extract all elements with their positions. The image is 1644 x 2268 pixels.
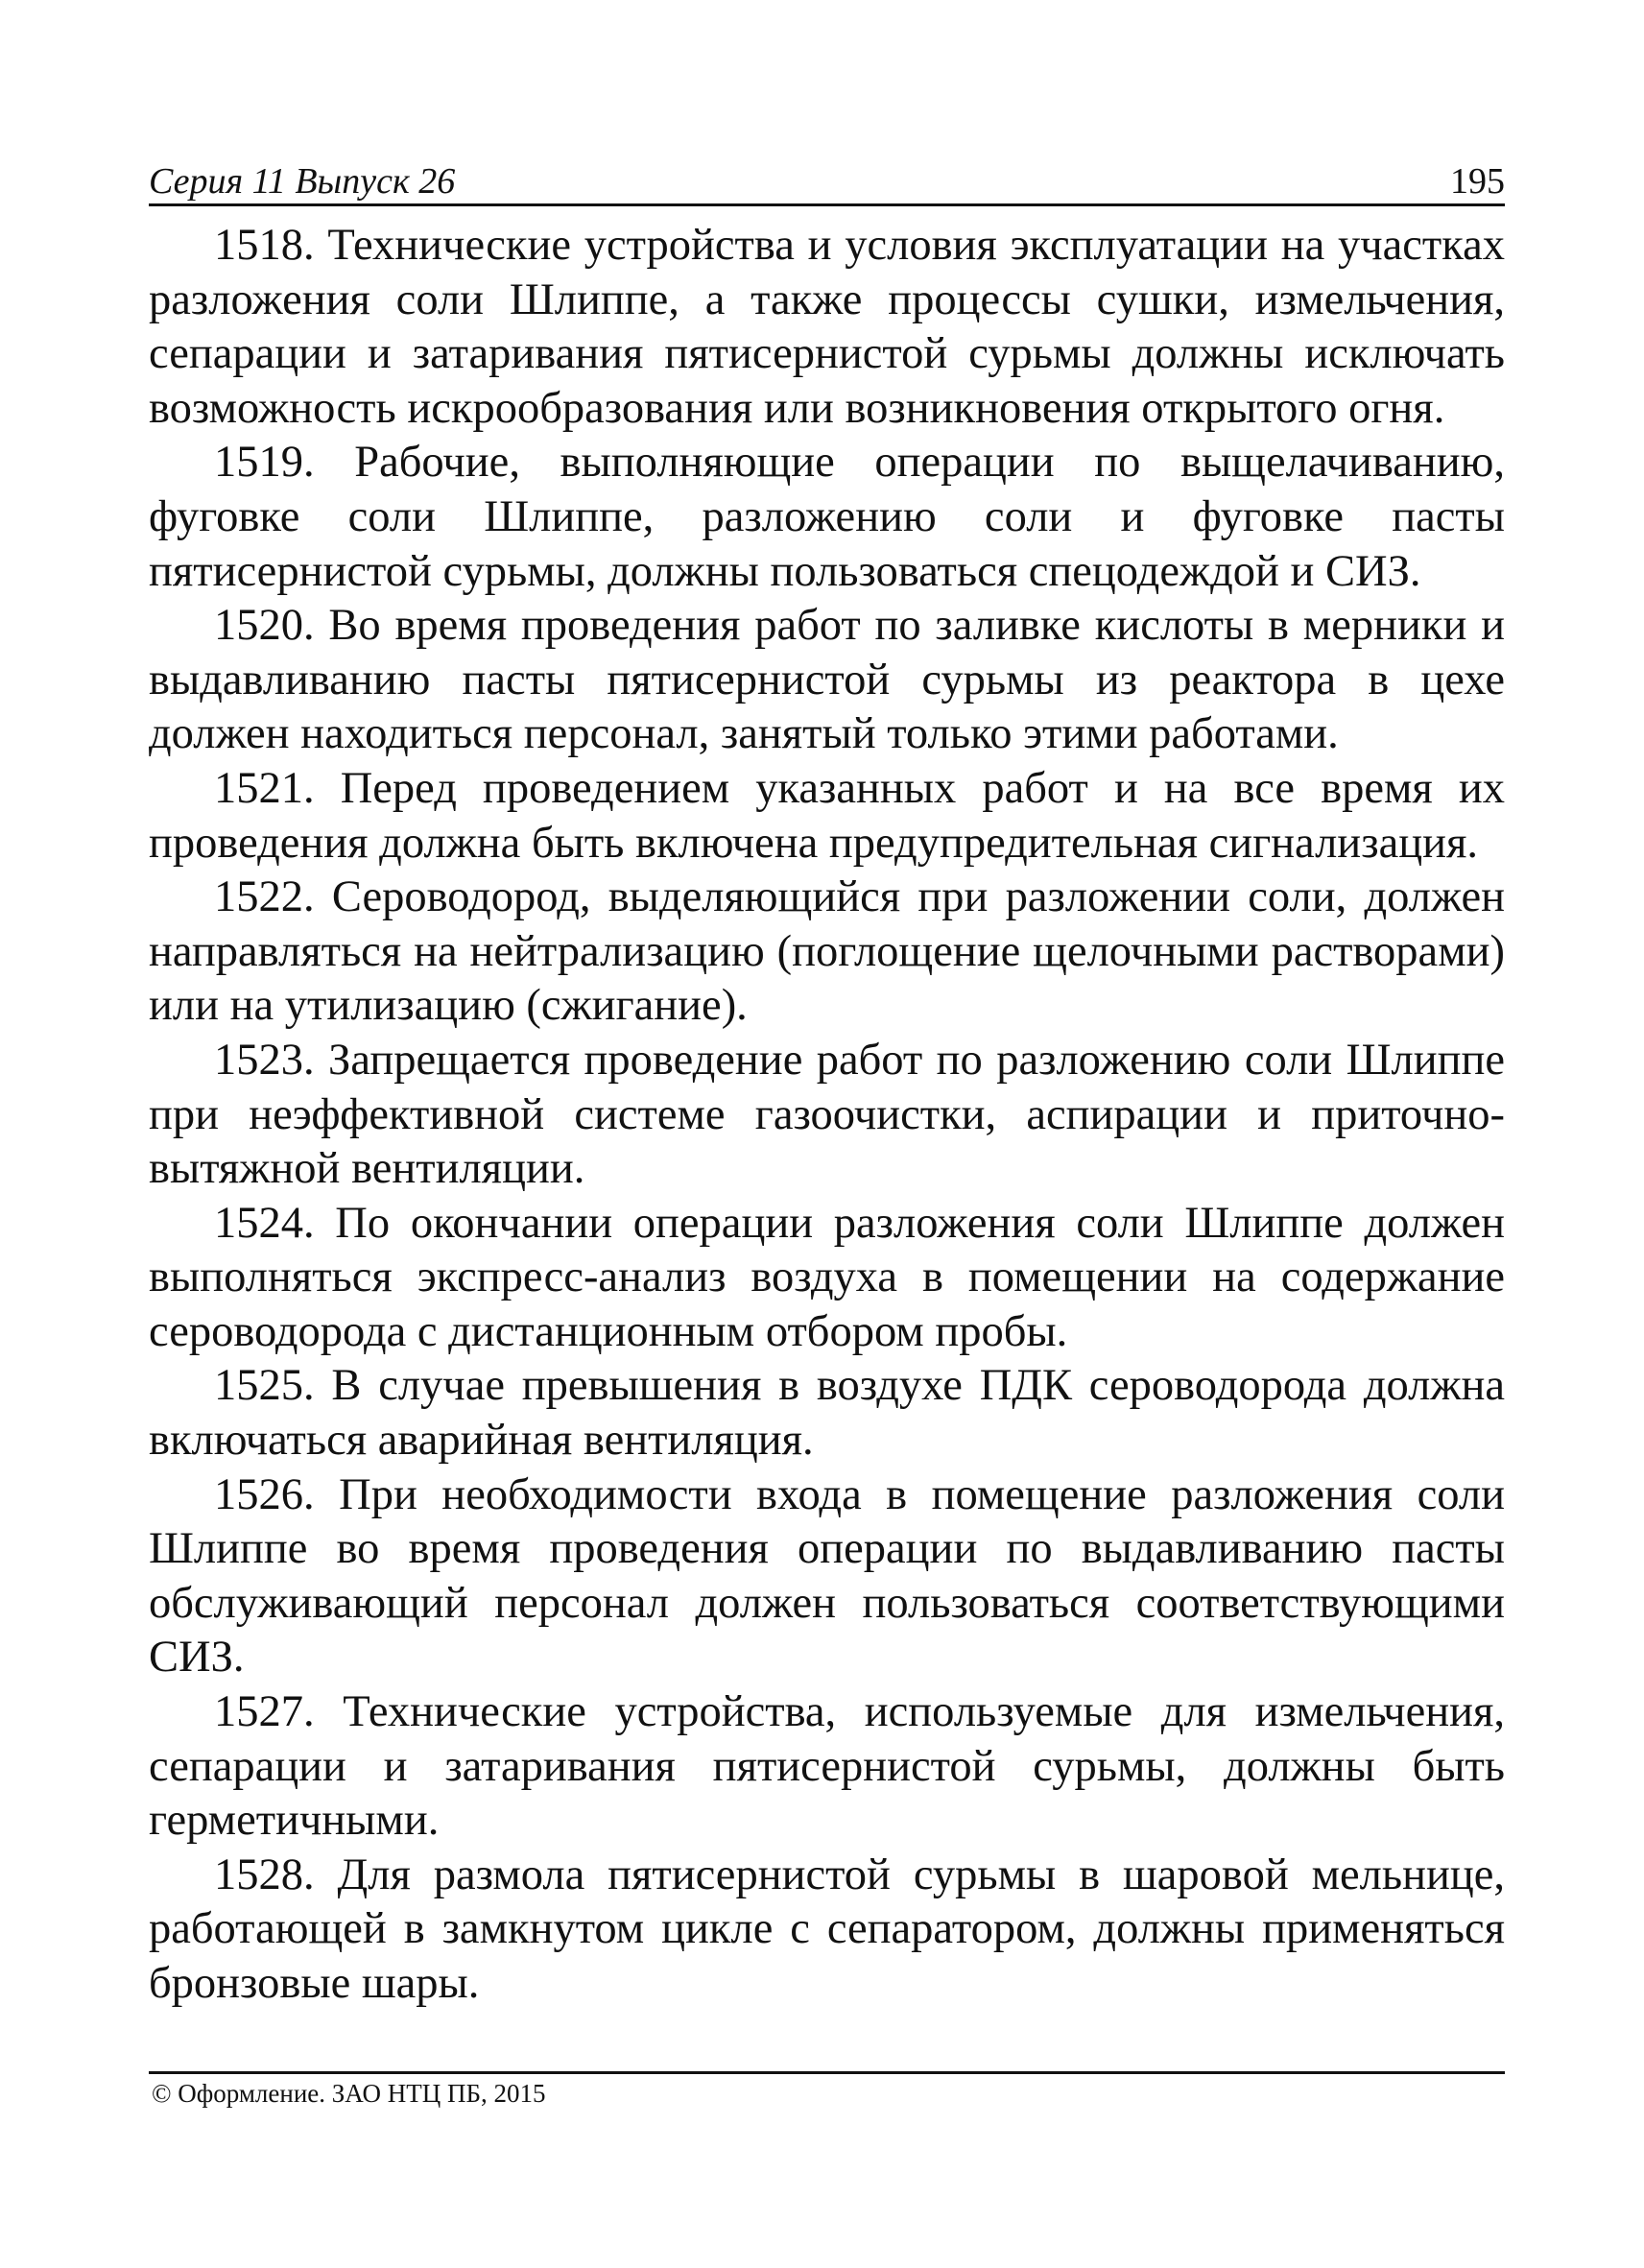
paragraph-1523: 1523. Запрещается проведение работ по разложению соли Шлиппе при неэффективной системе газоочистки, аспирации и приточно-вытяжной вентиляции.: [149, 1035, 1505, 1194]
footer-divider: [149, 2071, 1505, 2074]
paragraph-1518: 1518. Технические устройства и условия эксплуатации на участках разложения соли Шлиппе, а также процессы сушки, измельчения, сепарации и затаривания пятисернистой сурьмы должны исключать возможность искрообразования или возникновения открытого огня.: [149, 221, 1505, 433]
page-number: 195: [1450, 161, 1505, 202]
paragraph-1520: 1520. Во время проведения работ по заливке кислоты в мерники и выдавливанию пасты пятисернистой сурьмы из реактора в цехе должен находиться персонал, занятый только этими работами.: [149, 601, 1505, 759]
footer-copyright: © Оформление. ЗАО НТЦ ПБ, 2015: [152, 2079, 546, 2108]
paragraph-1525: 1525. В случае превышения в воздухе ПДК сероводорода должна включаться аварийная вентиляция.: [149, 1361, 1505, 1466]
paragraph-1528: 1528. Для размола пятисернистой сурьмы в шаровой мельнице, работающей в замкнутом цикле с сепаратором, должны применяться бронзовые шары.: [149, 1850, 1505, 2008]
page-body: [149, 219, 1505, 2012]
paragraph-1526: 1526. При необходимости входа в помещение разложения соли Шлиппе во время проведения операции по выдавливанию пасты обслуживающий персонал должен пользоваться соответствующими СИЗ.: [149, 1469, 1505, 1683]
paragraph-1519: 1519. Рабочие, выполняющие операции по выщелачиванию, фуговке соли Шлиппе, разложению соли и фуговке пасты пятисернистой сурьмы, должны пользоваться спецодеждой и СИЗ.: [149, 438, 1505, 596]
paragraph-1527: 1527. Технические устройства, используемые для измельчения, сепарации и затаривания пятисернистой сурьмы, должны быть герметичными.: [149, 1687, 1505, 1846]
paragraph-1521: 1521. Перед проведением указанных работ и на все время их проведения должна быть включена предупредительная сигнализация.: [149, 763, 1505, 868]
series-title: Серия 11 Выпуск 26: [149, 161, 456, 202]
paragraph-1524: 1524. По окончании операции разложения соли Шлиппе должен выполняться экспресс-анализ воздуха в помещении на содержание сероводорода с дистанционным отбором пробы.: [149, 1198, 1505, 1356]
paragraph-1522: 1522. Сероводород, выделяющийся при разложении соли, должен направляться на нейтрализацию (поглощение щелочными растворами) или на утилизацию (сжигание).: [149, 872, 1505, 1031]
page-header: [149, 154, 1505, 206]
